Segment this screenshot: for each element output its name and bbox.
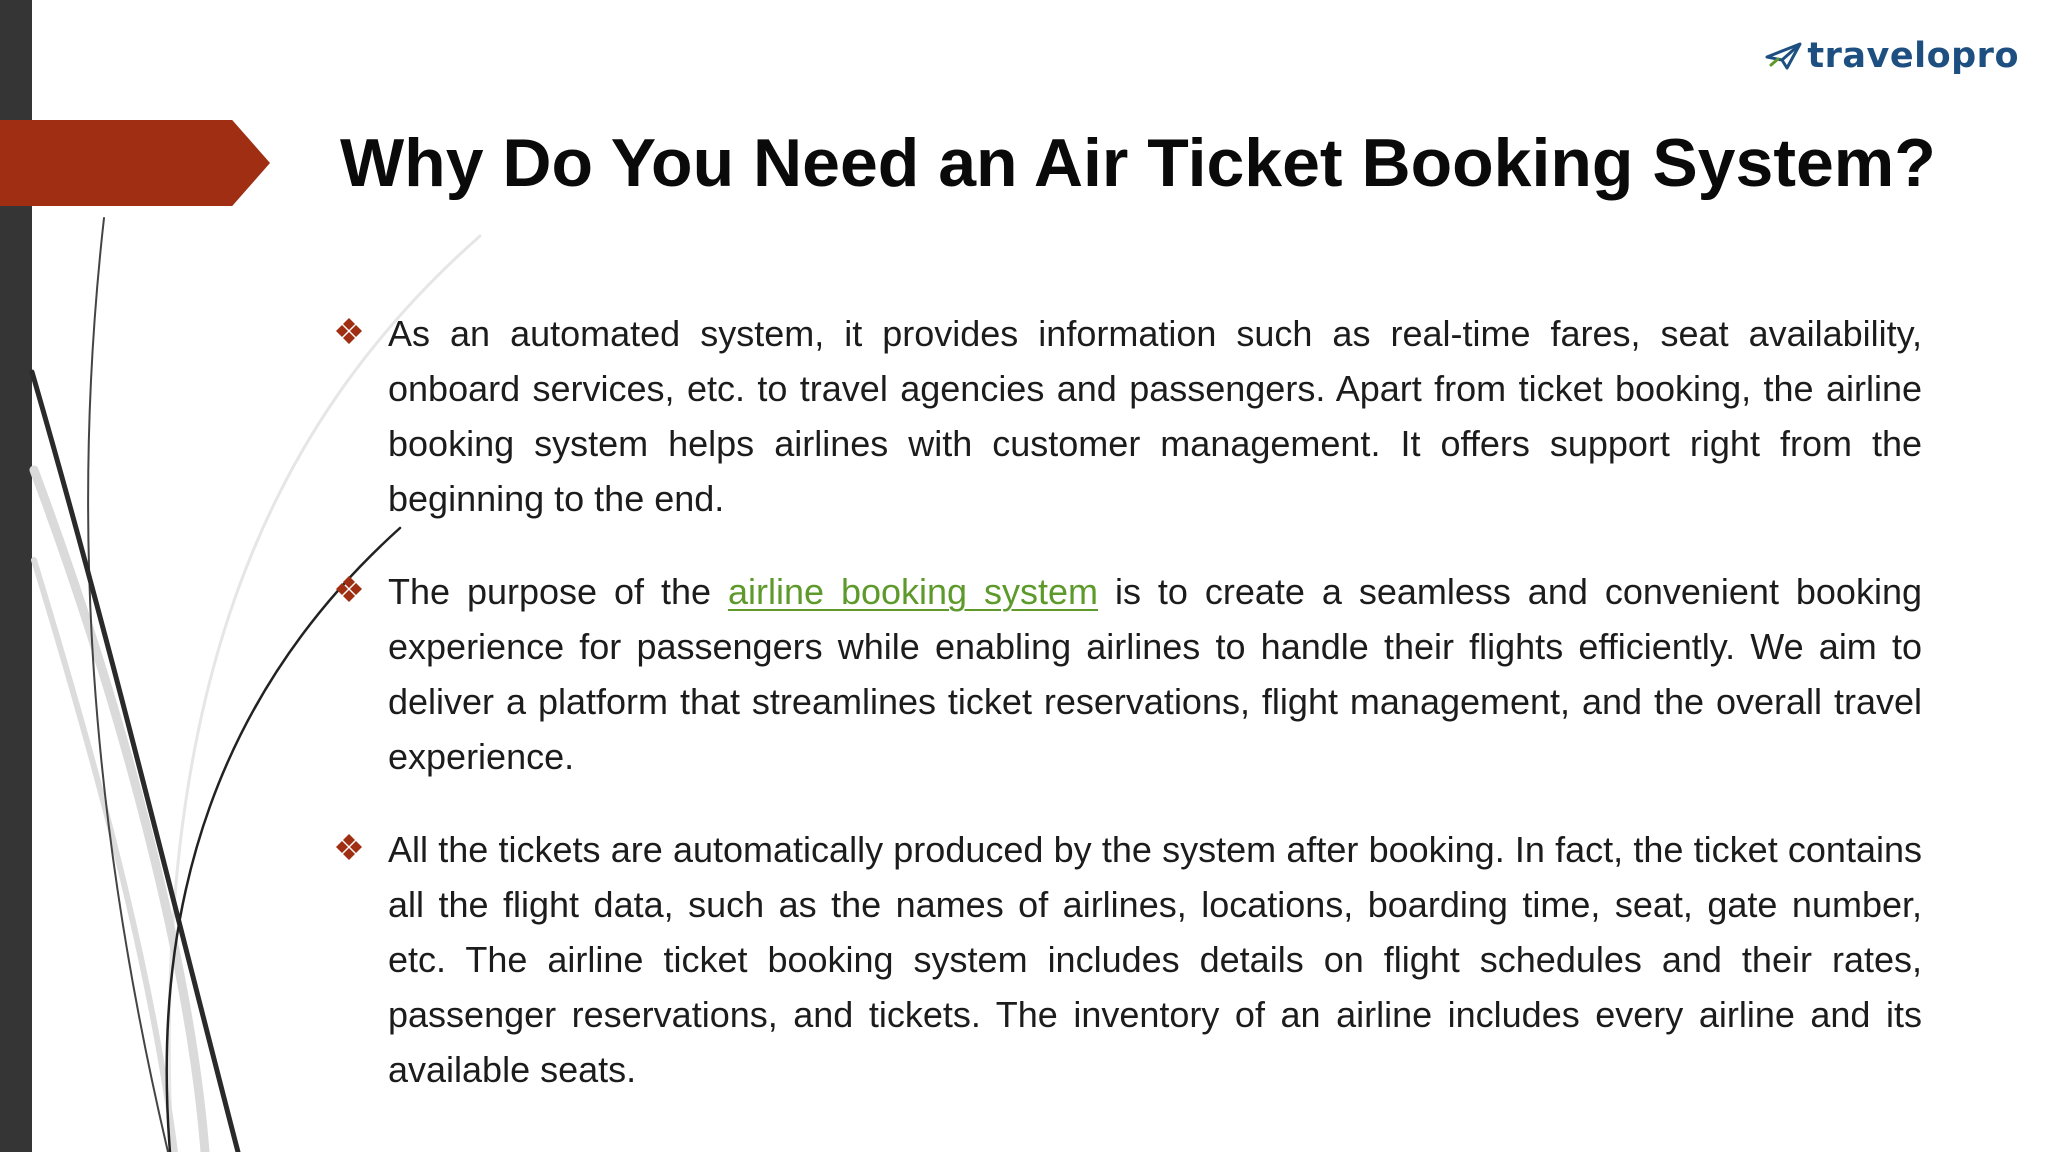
diamond-quad-bullet-icon [334,832,364,862]
slide-title: Why Do You Need an Air Ticket Booking System? [340,125,1936,201]
bullet-text [388,564,1922,784]
paper-plane-icon [1765,41,1803,71]
bullet-item [330,306,1922,526]
bullet-item [330,564,1922,784]
bullet-list [330,306,1922,1135]
bullet-text-rest: is to create a seamless and convenient booking experience for passengers while enabling airlines to handle their flights efficiently. We aim to deliver a platform that streamlines ticket reservations, flight management, and the overall travel experience. [388,571,1922,777]
bullet-item [330,822,1922,1097]
bullet-text: As an automated system, it provides information such as real-time fares, seat availability, onboard services, etc. to travel agencies and passengers. Apart from ticket booking, the airline booking system helps airlines with customer management. It offers support right from the beginning to the end. [388,313,1922,519]
bullet-text-lead: The purpose of the [388,571,728,612]
title-arrow-tab [0,120,270,206]
diamond-quad-bullet-icon [334,574,364,604]
bullet-text: All the tickets are automatically produced by the system after booking. In fact, the ticket contains all the flight data, such as the names of airlines, locations, boarding time, seat, gate number, etc. The airline ticket booking system includes details on flight schedules and their rates, passenger reservations, and tickets. The inventory of an airline includes every airline and its available seats. [388,829,1922,1090]
logo-wordmark: travelopro [1807,36,2019,76]
diamond-quad-bullet-icon [334,316,364,346]
travelopro-logo [1765,36,2019,76]
airline-booking-system-link[interactable]: airline booking system [727,571,1099,612]
